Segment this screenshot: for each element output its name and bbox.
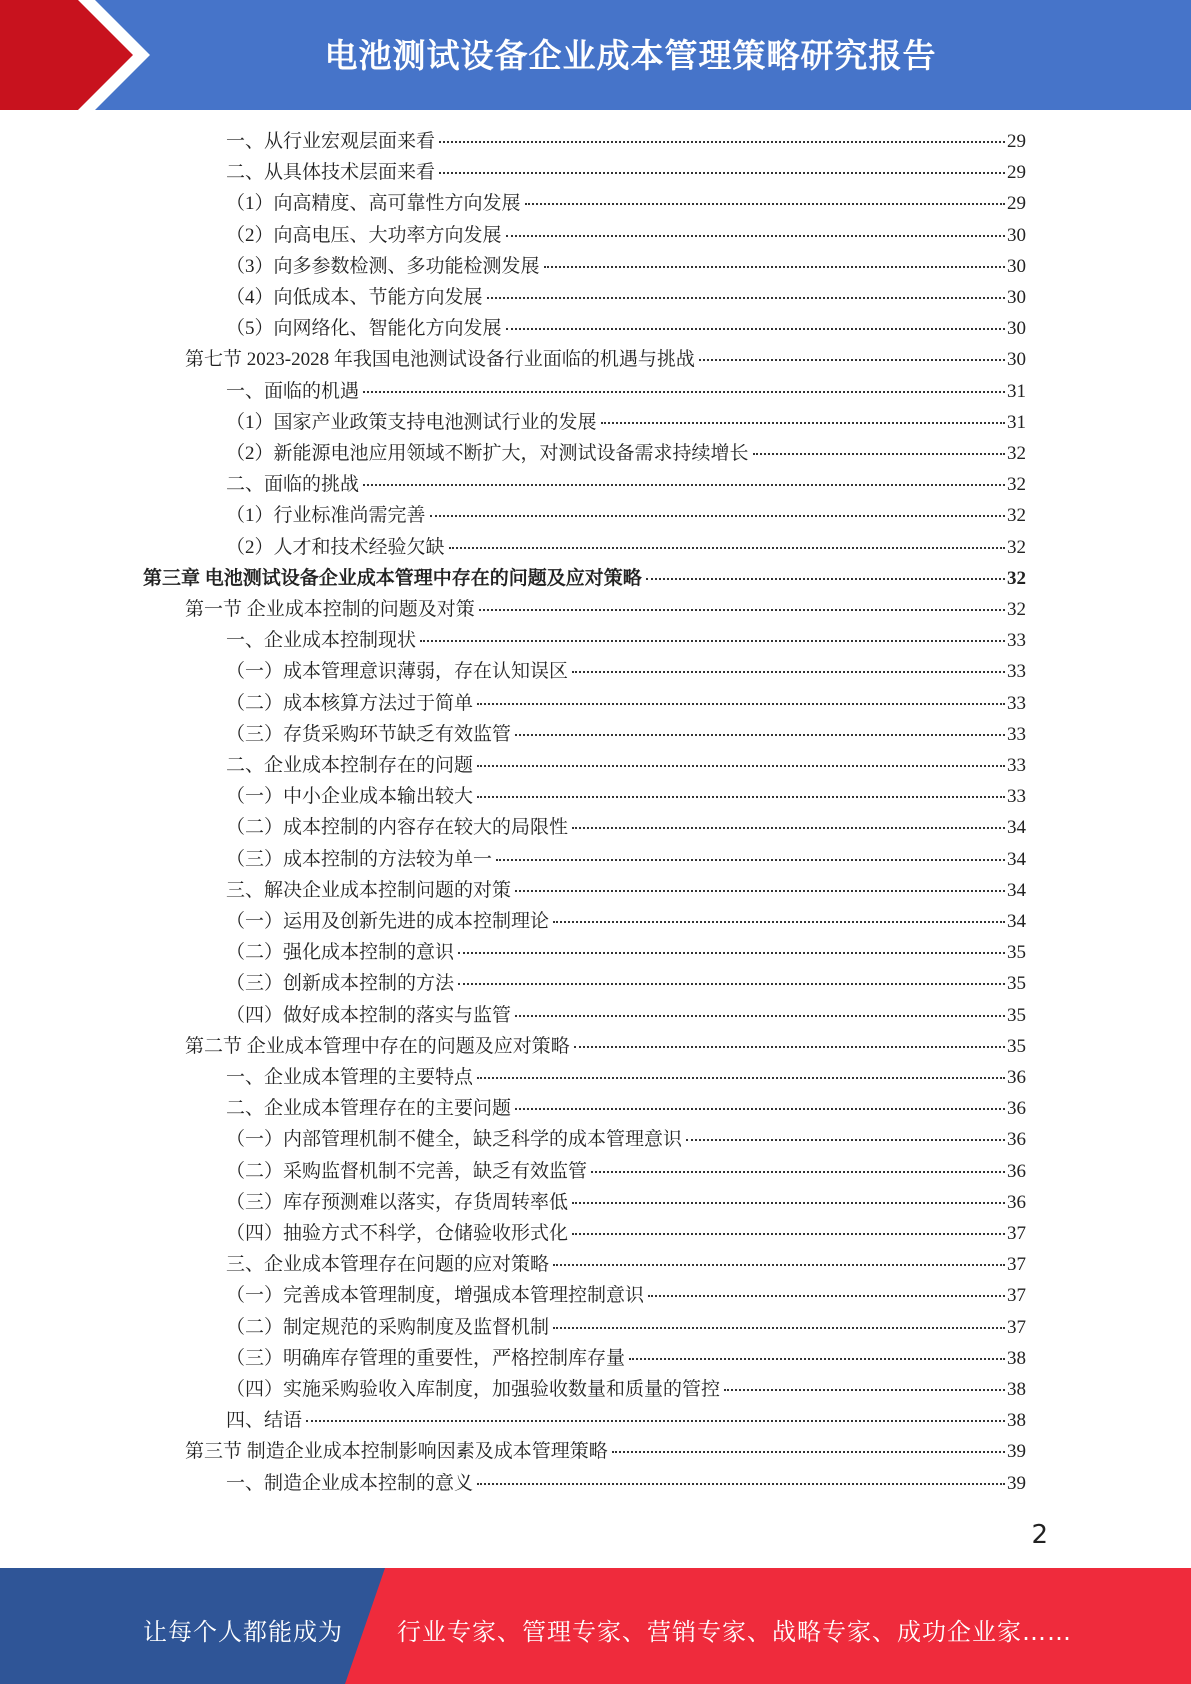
toc-entry-title: 一、从行业宏观层面来看 [226,131,436,152]
toc-entry-page: 35 [1007,942,1026,964]
toc-leader-dots [458,983,1005,985]
toc-entry[interactable] [226,781,1026,812]
toc-entry[interactable] [185,344,1026,375]
toc-entry-title: （三）存货采购环节缺乏有效监管 [226,723,512,745]
toc-leader-dots [753,453,1005,455]
toc-entry-title: （5）向网络化、智能化方向发展 [226,318,502,340]
toc-entry-title: （一）内部管理机制不健全，缺乏科学的成本管理意识 [226,1129,683,1151]
toc-entry-page: 36 [1007,1098,1026,1120]
toc-leader-dots [572,671,1005,673]
toc-entry-page: 34 [1007,848,1026,870]
toc-entry[interactable] [226,469,1026,500]
toc-leader-dots [648,1295,1005,1297]
toc-entry[interactable] [226,875,1026,906]
toc-entry-title: （三）成本控制的方法较为单一 [226,848,493,870]
toc-entry-page: 34 [1007,817,1026,839]
footer-slogan-right: 行业专家、管理专家、营销专家、战略专家、成功企业家…… [397,1618,1072,1646]
toc-entry[interactable] [226,968,1026,999]
toc-entry-page: 33 [1007,723,1026,745]
toc-leader-dots [363,391,1005,393]
toc-entry-title: （三）创新成本控制的方法 [226,973,455,995]
toc-entry-page: 35 [1007,1035,1026,1057]
toc-entry-page: 32 [1007,567,1026,589]
toc-entry-page: 33 [1007,630,1026,652]
toc-entry-title: （四）做好成本控制的落实与监管 [226,1004,512,1026]
toc-leader-dots [572,827,1005,829]
toc-leader-dots [430,515,1005,517]
toc-leader-dots [699,359,1005,361]
toc-entry[interactable] [185,1031,1026,1062]
toc-entry-title: （2）新能源电池应用领域不断扩大，对测试设备需求持续增长 [226,443,749,464]
toc-entry-title: 三、解决企业成本控制问题的对策 [226,879,512,901]
toc-entry-title: 第三章 电池测试设备企业成本管理中存在的问题及应对策略 [143,567,642,589]
toc-entry-title: 四、结语 [226,1410,303,1432]
toc-entry[interactable] [226,1312,1026,1343]
toc-entry-page: 29 [1007,162,1026,184]
toc-leader-dots [439,141,1005,143]
toc-entry-title: （四）抽验方式不科学，仓储验收形式化 [226,1223,569,1244]
toc-entry-title: （一）运用及创新先进的成本控制理论 [226,911,550,932]
toc-entry-title: （四）实施采购验收入库制度，加强验收数量和质量的管控 [226,1379,721,1400]
toc-leader-dots [487,297,1005,299]
toc-entry[interactable] [185,1436,1026,1467]
toc-entry[interactable] [226,906,1026,937]
toc-entry-page: 39 [1007,1472,1026,1494]
toc-entry-page: 32 [1007,505,1026,527]
toc-leader-dots [572,1202,1005,1204]
toc-leader-dots [306,1420,1005,1422]
toc-entry-page: 37 [1007,1316,1026,1338]
toc-entry[interactable] [226,220,1026,251]
toc-leader-dots [601,422,1005,424]
toc-entry-title: （二）制定规范的采购制度及监督机制 [226,1316,550,1338]
toc-entry-page: 38 [1007,1347,1026,1369]
toc-entry-page: 33 [1007,661,1026,683]
toc-leader-dots [477,796,1005,798]
toc-entry-page: 37 [1007,1254,1026,1276]
footer-slogan-left: 让每个人都能成为 [143,1618,343,1646]
toc-entry[interactable] [226,407,1026,438]
toc-leader-dots [477,703,1005,705]
toc-entry-title: 一、企业成本管理的主要特点 [226,1067,474,1088]
toc-entry[interactable] [143,563,1026,594]
toc-entry-title: 三、企业成本管理存在问题的应对策略 [226,1254,550,1276]
toc-entry-page: 34 [1007,879,1026,901]
toc-entry-page: 39 [1007,1441,1026,1463]
toc-entry[interactable] [226,937,1026,968]
toc-entry-title: （三）明确库存管理的重要性，严格控制库存量 [226,1347,626,1369]
toc-entry-page: 32 [1007,599,1026,620]
toc-entry[interactable] [226,251,1026,282]
toc-leader-dots [458,952,1005,954]
toc-leader-dots [515,734,1005,736]
toc-leader-dots [612,1451,1005,1453]
toc-leader-dots [449,547,1005,549]
toc-entry-page: 33 [1007,755,1026,776]
toc-leader-dots [553,1264,1005,1266]
toc-entry[interactable] [226,438,1026,469]
toc-entry-title: （一）成本管理意识薄弱，存在认知误区 [226,661,569,683]
toc-leader-dots [506,328,1005,330]
page-number: 2 [1031,1520,1048,1550]
toc-leader-dots [544,266,1005,268]
toc-entry[interactable] [226,313,1026,344]
toc-entry-title: 第七节 2023-2028 年我国电池测试设备行业面临的机遇与挑战 [185,349,695,371]
toc-entry-title: 二、企业成本管理存在的主要问题 [226,1098,512,1120]
toc-leader-dots [724,1389,1005,1391]
toc-entry[interactable] [226,1062,1026,1093]
toc-entry[interactable] [226,719,1026,750]
toc-entry-page: 32 [1007,474,1026,496]
toc-entry[interactable] [226,625,1026,656]
toc-entry-page: 29 [1007,131,1026,152]
toc-entry[interactable] [226,1249,1026,1280]
toc-entry[interactable] [226,282,1026,313]
toc-entry-title: 一、制造企业成本控制的意义 [226,1472,474,1494]
toc-entry-title: 第三节 制造企业成本控制影响因素及成本管理策略 [185,1441,608,1463]
toc-entry-page: 36 [1007,1160,1026,1182]
toc-entry-page: 37 [1007,1285,1026,1307]
toc-leader-dots [479,609,1005,611]
toc-entry-title: （2）向高电压、大功率方向发展 [226,224,502,246]
toc-entry-page: 30 [1007,349,1026,371]
page-footer [0,1568,1191,1684]
toc-entry-page: 36 [1007,1191,1026,1213]
toc-leader-dots [553,921,1005,923]
toc-leader-dots [572,1233,1005,1235]
report-title: 电池测试设备企业成本管理策略研究报告 [324,36,937,75]
toc-entry[interactable] [226,1374,1026,1405]
toc-leader-dots [515,890,1005,892]
toc-entry[interactable] [226,157,1026,188]
toc-entry-page: 35 [1007,973,1026,995]
toc-entry-title: 一、面临的机遇 [226,380,360,402]
toc-entry[interactable] [226,1218,1026,1249]
toc-entry-page: 33 [1007,692,1026,714]
toc-entry-title: （2）人才和技术经验欠缺 [226,536,445,558]
toc-entry[interactable] [226,500,1026,531]
toc-leader-dots [646,578,1005,580]
toc-entry[interactable] [226,1093,1026,1124]
toc-entry-page: 31 [1007,411,1026,433]
toc-entry-page: 30 [1007,255,1026,277]
toc-entry[interactable] [185,594,1026,625]
toc-entry-page: 30 [1007,224,1026,246]
toc-entry-title: （3）向多参数检测、多功能检测发展 [226,255,540,277]
toc-entry[interactable] [226,188,1026,219]
toc-leader-dots [420,640,1005,642]
toc-leader-dots [496,859,1005,861]
toc-entry-title: 二、企业成本控制存在的问题 [226,755,474,776]
toc-entry-title: 二、面临的挑战 [226,474,360,496]
toc-entry-page: 34 [1007,911,1026,932]
toc-leader-dots [515,1108,1005,1110]
toc-leader-dots [506,235,1005,237]
toc-leader-dots [574,1046,1005,1048]
toc-entry[interactable] [226,1468,1026,1499]
toc-leader-dots [591,1171,1005,1173]
toc-entry[interactable] [226,812,1026,843]
toc-leader-dots [629,1358,1005,1360]
toc-entry-title: （1）向高精度、高可靠性方向发展 [226,193,521,215]
toc-entry[interactable] [226,688,1026,719]
toc-entry-title: （1）国家产业政策支持电池测试行业的发展 [226,411,597,433]
toc-entry-title: （二）采购监督机制不完善，缺乏有效监管 [226,1160,588,1182]
toc-entry-page: 38 [1007,1410,1026,1432]
toc-entry-page: 32 [1007,536,1026,558]
toc-entry[interactable] [226,376,1026,407]
toc-entry[interactable] [226,1000,1026,1031]
toc-entry-title: 一、企业成本控制现状 [226,630,417,652]
toc-entry-title: （三）库存预测难以落实，存货周转率低 [226,1191,569,1213]
toc-entry-title: （1）行业标准尚需完善 [226,505,426,527]
toc-entry-page: 29 [1007,193,1026,215]
toc-entry-title: （二）成本核算方法过于简单 [226,692,474,714]
toc-leader-dots [686,1139,1005,1141]
page-header [0,0,1191,110]
toc-leader-dots [477,1483,1005,1485]
toc-entry-page: 37 [1007,1223,1026,1244]
toc-entry-title: （二）成本控制的内容存在较大的局限性 [226,817,569,839]
toc-entry-page: 38 [1007,1379,1026,1400]
toc-entry-title: 第二节 企业成本管理中存在的问题及应对策略 [185,1035,570,1057]
toc-entry-title: （4）向低成本、节能方向发展 [226,287,483,308]
toc-entry[interactable] [226,750,1026,781]
toc-entry[interactable] [226,1124,1026,1155]
toc-entry-title: （一）完善成本管理制度，增强成本管理控制意识 [226,1285,645,1307]
toc-leader-dots [553,1327,1005,1329]
toc-entry-page: 30 [1007,318,1026,340]
toc-entry-page: 32 [1007,443,1026,464]
toc-leader-dots [363,484,1005,486]
toc-entry-title: （二）强化成本控制的意识 [226,942,455,964]
toc-entry-title: （一）中小企业成本输出较大 [226,786,474,808]
toc-leader-dots [477,1077,1005,1079]
toc-entry[interactable] [226,126,1026,157]
toc-entry[interactable] [226,656,1026,687]
toc-entry-page: 33 [1007,786,1026,808]
toc-entry-page: 30 [1007,287,1026,308]
toc-entry[interactable] [226,844,1026,875]
toc-entry-title: 二、从具体技术层面来看 [226,162,436,184]
toc-entry[interactable] [226,1405,1026,1436]
toc-entry-page: 35 [1007,1004,1026,1026]
toc-entry[interactable] [226,1156,1026,1187]
toc-leader-dots [439,172,1005,174]
toc-entry-page: 36 [1007,1129,1026,1151]
toc-entry-page: 31 [1007,380,1026,402]
toc-leader-dots [477,765,1005,767]
toc-entry-title: 第一节 企业成本控制的问题及对策 [185,599,475,620]
toc-entry[interactable] [226,1187,1026,1218]
toc-entry[interactable] [226,1280,1026,1311]
toc-leader-dots [515,1015,1005,1017]
toc-entry[interactable] [226,1343,1026,1374]
toc-entry-page: 36 [1007,1067,1026,1088]
toc-leader-dots [525,203,1005,205]
toc-entry[interactable] [226,532,1026,563]
